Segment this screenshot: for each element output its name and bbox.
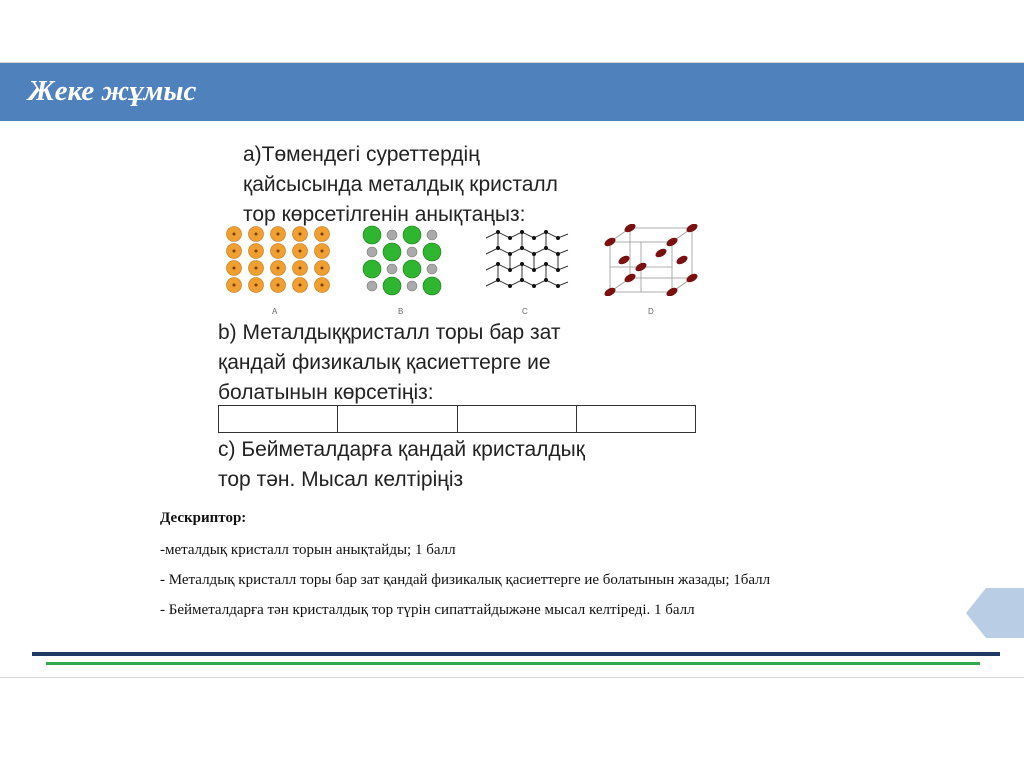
- slide-title: Жеке жұмыс: [28, 75, 197, 107]
- descriptor-item: - Металдық кристалл торы бар зат қандай физикалық қасиеттерге ие болатынын жазады; 1балл: [160, 572, 771, 588]
- lattice-b-label: B: [398, 307, 404, 316]
- task-c-text: [218, 435, 585, 495]
- descriptor-block: [160, 510, 840, 631]
- answer-cell: [458, 406, 577, 432]
- task-a-line: тор көрсетілгенін анықтаңыз:: [243, 203, 526, 226]
- task-b-text: [218, 318, 560, 408]
- lattice-c-label: C: [522, 307, 528, 316]
- lattice-b-image: [360, 224, 444, 296]
- answer-cell: [577, 406, 695, 432]
- previous-slide-arrow-icon[interactable]: [966, 588, 1024, 638]
- task-c-line: c) Бейметалдарға қандай кристалдық: [218, 438, 585, 461]
- descriptor-heading: Дескриптор:: [160, 510, 247, 526]
- lattice-d-label: D: [648, 307, 654, 316]
- footer-rule-dark: [32, 652, 1000, 656]
- footer-rule-green: [46, 662, 980, 665]
- task-b-line: b) Металдыққристалл торы бар зат: [218, 321, 561, 344]
- descriptor-item: -металдық кристалл торын анықтайды; 1 балл: [160, 542, 456, 558]
- lattice-c-image: [480, 224, 572, 296]
- task-c-line: тор тән. Мысал келтіріңіз: [218, 468, 464, 491]
- lattice-d-image: [604, 224, 700, 296]
- task-a-line: а)Төмендегі суреттердің: [243, 143, 480, 166]
- task-b-line: болатынын көрсетіңіз:: [218, 381, 434, 404]
- descriptor-item: - Бейметалдарға тән кристалдық тор түрін сипаттайдыжәне мысал келтіреді. 1 балл: [160, 602, 695, 618]
- task-b-line: қандай физикалық қасиеттерге ие: [218, 351, 551, 374]
- bottom-divider: [0, 677, 1024, 678]
- answer-cell: [338, 406, 457, 432]
- slide-title-bar: [0, 63, 1024, 121]
- lattice-a-image: [224, 224, 334, 296]
- answer-cell: [219, 406, 338, 432]
- task-a-text: [243, 140, 558, 230]
- lattice-a-label: A: [272, 307, 278, 316]
- task-a-line: қайсысында металдық кристалл: [243, 173, 558, 196]
- answer-table: [218, 405, 696, 433]
